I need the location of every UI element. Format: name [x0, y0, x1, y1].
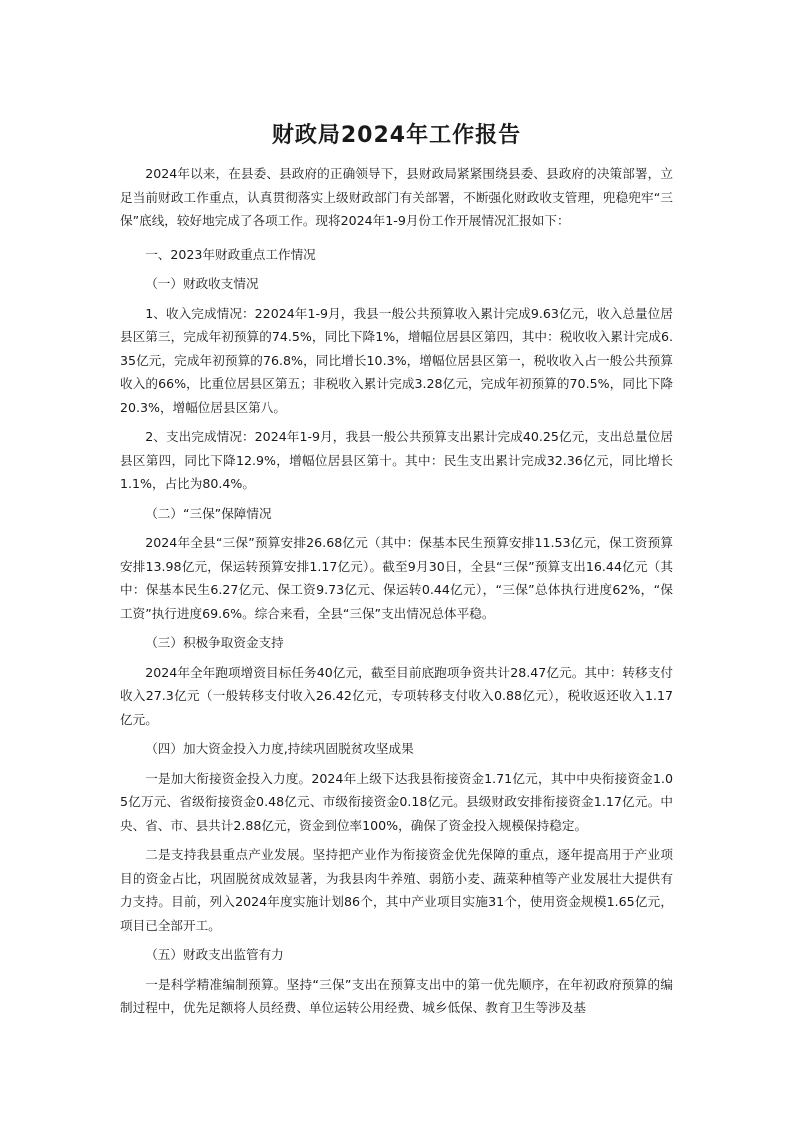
document-title: 财政局2024年工作报告: [271, 123, 522, 148]
investment-paragraph-1: 一是加大衔接资金投入力度。2024年上级下达我县衔接资金1.71亿元，其中中央衔接资金1.05亿万元、省级衔接资金0.48亿元、市级衔接资金0.18亿元。县级财政安排衔接资金1.17亿元。中央、省、市、县共计2.88亿元，资金到位率100%，确保了资金投入规模保持稳定。: [120, 770, 673, 833]
revenue-paragraph: 1、收入完成情况：22024年1-9月，我县一般公共预算收入累计完成9.63亿元，收入总量位居县区第三，完成年初预算的74.5%，同比下降1%，增幅位居县区第四，其中：税收收入累计完成6.35亿元，完成年初预算的76.8%，同比增长10.3%，增幅位居县区第一，税收收入占一般公共预算收入的66%，比重位居县区第五；非税收入累计完成3.28亿元，完成年初预算的70.5%，同比下降20.3%，增幅位居县区第八。: [120, 305, 673, 415]
expenditure-paragraph: 2、支出完成情况：2024年1-9月，我县一般公共预算支出累计完成40.25亿元，支出总量位居县区第四，同比下降12.9%，增幅位居县区第十。其中：民生支出累计完成32.36亿元，同比增长1.1%，占比为80.4%。: [120, 429, 673, 491]
three-guarantees-paragraph: 2024年全县“三保”预算安排26.68亿元（其中：保基本民生预算安排11.53亿元，保工资预算安排13.98亿元，保运转预算安排1.17亿元）。截至9月30日，全县“三保”预算支出16.44亿元（其中：保基本民生6.27亿元、保工资9.73亿元、保运转0.44亿元），“三保”总体执行进度62%，“保工资”执行进度69.6%。综合来看，全县“三保”支出情况总体平稳。: [120, 535, 673, 621]
subsection-heading-4: （四）加大资金投入力度,持续巩固脱贫攻坚成果: [145, 741, 414, 756]
subsection-heading-3: （三）积极争取资金支持: [145, 635, 284, 650]
subsection-heading-5: （五）财政支出监管有力: [145, 947, 284, 962]
subsection-heading-2: （二）“三保”保障情况: [145, 505, 272, 521]
supervision-paragraph: 一是科学精准编制预算。坚持“三保”支出在预算支出中的第一优先顺序，在年初政府预算的编制过程中，优先足额将人员经费、单位运转公用经费、城乡低保、教育卫生等涉及基: [120, 976, 673, 1015]
funding-paragraph: 2024年全年跑项增资目标任务40亿元，截至目前底跑项争资共计28.47亿元。其中：转移支付收入27.3亿元（一般转移支付收入26.42亿元，专项转移支付收入0.88亿元），税收返还收入1.17亿元。: [120, 664, 673, 727]
document-body: [120, 162, 673, 1020]
section-heading-1: 一、2023年财政重点工作情况: [145, 246, 316, 262]
intro-paragraph: 2024年以来，在县委、县政府的正确领导下，县财政局紧紧围绕县委、县政府的决策部署，立足当前财政工作重点，认真贯彻落实上级财政部门有关部署，不断强化财政收支管理，兜稳兜牢“三保”底线，较好地完成了各项工作。现将2024年1-9月份工作开展情况汇报如下：: [120, 166, 673, 228]
investment-paragraph-2: 二是支持我县重点产业发展。坚持把产业作为衔接资金优先保障的重点，逐年提高用于产业项目的资金占比，巩固脱贫成效显著，为我县肉牛养殖、弱筋小麦、蔬菜种植等产业发展壮大提供有力支持。目前，列入2024年度实施计划86个，其中产业项目实施31个，使用资金规模1.65亿元，项目已全部开工。: [120, 847, 673, 933]
subsection-heading-1: （一）财政收支情况: [145, 276, 259, 291]
